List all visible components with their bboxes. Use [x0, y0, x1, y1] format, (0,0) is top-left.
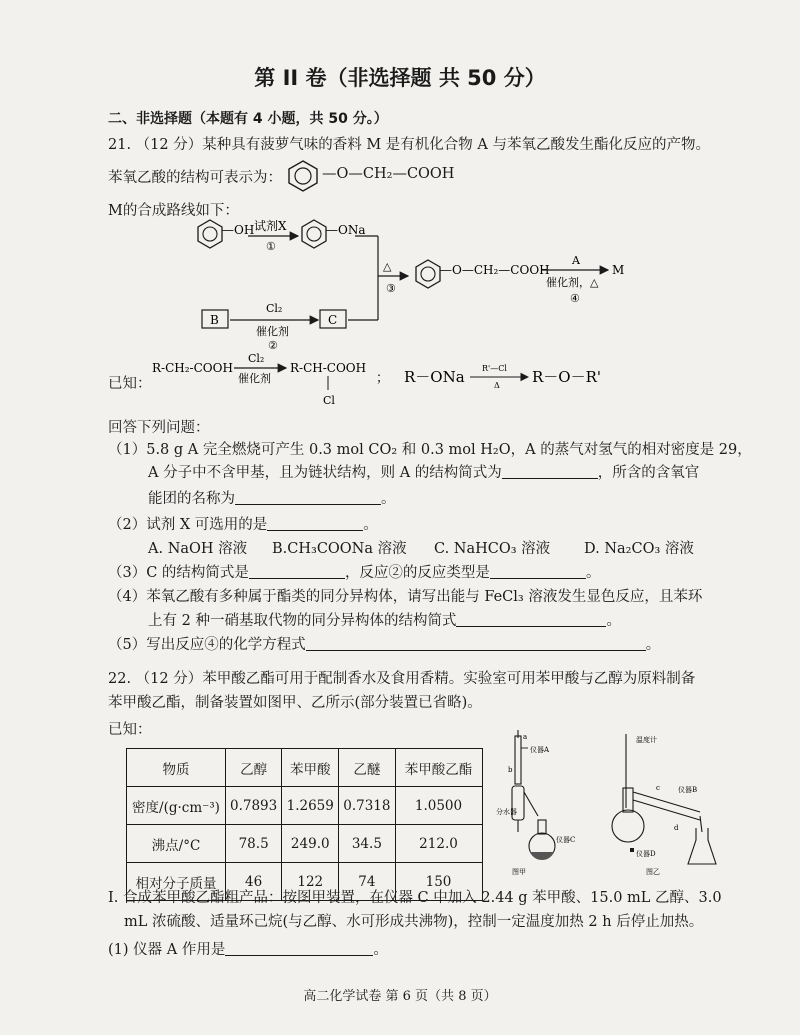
p3-text-b: ，反应②的反应类型是: [344, 565, 490, 581]
caption-jia: 图甲: [512, 868, 526, 876]
answer-blank-a-structure[interactable]: [502, 464, 598, 479]
p3-text-c: 。: [585, 565, 601, 581]
table-header-cell: 苯甲酸乙酯: [395, 749, 482, 787]
box-b-label: B: [210, 313, 219, 327]
label-c: c: [656, 784, 660, 792]
step-1: ①: [266, 240, 276, 253]
phenol-oh: —OH: [222, 223, 255, 237]
answer-blank-functional-group[interactable]: [235, 490, 381, 505]
table-cell: 相对分子质量: [127, 863, 226, 901]
phenoxide-ring-icon: [302, 220, 326, 248]
benzene-ring-icon: [283, 158, 323, 192]
table-cell: 249.0: [282, 825, 339, 863]
table-cell: 1.0500: [395, 787, 482, 825]
p1-text-b: A 分子中不含甲基，且为链状结构，则 A 的结构简式为: [148, 465, 502, 481]
reagent-x: 试剂X: [254, 219, 287, 233]
box-c-label: C: [328, 313, 338, 327]
known1-bottom: 催化剂: [238, 372, 271, 385]
sub1-line: [108, 938, 388, 959]
phenol-ring-icon: [198, 220, 222, 248]
table-header-cell: 乙醇: [226, 749, 282, 787]
step-3: ③: [386, 282, 396, 295]
table-cell: 1.2659: [282, 787, 339, 825]
p2-line: [108, 513, 378, 534]
known1-left: R-CH₂-COOH: [152, 361, 233, 375]
option-c[interactable]: C. NaHCO₃ 溶液: [434, 541, 551, 557]
final-m: M: [612, 263, 625, 277]
p2-text: （2）试剂 X 可选用的是: [108, 517, 268, 533]
p1-line-a: （1）5.8 g A 完全燃烧可产生 0.3 mol CO₂ 和 0.3 mol H₂O，A 的蒸气对氢气的相对密度是 29，: [108, 442, 752, 458]
table-cell: 122: [282, 863, 339, 901]
reagent-a: A: [572, 254, 580, 267]
known-sep: ；: [376, 371, 390, 386]
scheme-catalyst: 催化剂: [256, 325, 289, 338]
label-d: d: [674, 824, 679, 832]
product-ring-icon: [416, 260, 440, 288]
q21-intro: 21. （12 分）某种具有菠萝气味的香料 M 是有机化合物 A 与苯氧乙酸发生酯化反应的产物。: [108, 137, 710, 153]
known2-left: R－ONa: [404, 368, 465, 386]
options-row: [148, 537, 694, 558]
part1-line-b: mL 浓硫酸、适量环己烷(与乙醇、水可形成共沸物)，控制一定温度加热 2 h 后停止加热。: [124, 914, 704, 930]
table-header-cell: 乙醚: [339, 749, 395, 787]
table-cell: 150: [395, 863, 482, 901]
p1-line-c: [148, 487, 396, 508]
table-cell: 0.7893: [226, 787, 282, 825]
table-header-cell: 苯甲酸: [282, 749, 339, 787]
p3-line: [108, 561, 600, 582]
label-instrument-a: 仪器A: [530, 746, 550, 754]
phenoxide-ona: —ONa: [326, 223, 366, 237]
label-instrument-b: 仪器B: [678, 786, 698, 794]
table-cell: 34.5: [339, 825, 395, 863]
cat-heat: 催化剂，△: [546, 276, 599, 289]
synthesis-scheme: [190, 212, 650, 352]
label-instrument-c: 仪器C: [556, 836, 576, 844]
answer-label: 回答下列问题：: [108, 420, 210, 436]
page-title: 第 II 卷（非选择题 共 50 分）: [254, 66, 546, 90]
known2-bottom: Δ: [494, 381, 500, 390]
label-thermometer: 温度计: [636, 736, 657, 744]
table-cell: 74: [339, 863, 395, 901]
known1-top: Cl₂: [248, 352, 265, 365]
table-row: [127, 825, 483, 863]
answer-blank-c-structure[interactable]: [249, 564, 345, 579]
p1-text-c2: 。: [381, 491, 396, 507]
properties-table: [126, 748, 483, 901]
q22-known-label: 已知：: [108, 722, 152, 738]
answer-blank-reaction-type[interactable]: [490, 564, 586, 579]
p1-text-b2: ，所含的含氧官: [597, 465, 700, 481]
part1-line-a: I. 合成苯甲酸乙酯粗产品：按图甲装置，在仪器 C 中加入 2.44 g 苯甲酸、15.0 mL 乙醇、3.0: [108, 890, 722, 906]
apparatus-figure-jia: [496, 728, 592, 876]
label-a: a: [523, 733, 528, 741]
answer-blank-equation[interactable]: [306, 636, 646, 651]
table-cell: 212.0: [395, 825, 482, 863]
step-4: ④: [570, 292, 580, 305]
answer-blank-reagent-x[interactable]: [267, 516, 363, 531]
q22-intro-b: 苯甲酸乙酯，制备装置如图甲、乙所示(部分装置已省略)。: [108, 695, 482, 711]
p1-line-b: [148, 461, 699, 482]
p5-line: [108, 633, 660, 654]
answer-blank-instrument-a[interactable]: [225, 941, 373, 956]
known2-right: R－O－R': [532, 368, 602, 386]
label-instrument-d: 仪器D: [636, 850, 656, 858]
known-reactions: [150, 350, 610, 410]
p4-text-b: 上有 2 种一硝基取代物的同分异构体的结构简式: [148, 613, 457, 629]
known-label: 已知：: [108, 376, 152, 392]
q22-intro-a: 22. （12 分）苯甲酸乙酯可用于配制香水及食用香精。实验室可用苯甲酸与乙醇为原料制备: [108, 671, 696, 687]
option-b[interactable]: B.CH₃COONa 溶液: [272, 541, 407, 557]
table-cell: 密度/(g·cm⁻³): [127, 787, 226, 825]
heat-symbol: △: [383, 260, 392, 273]
struct-formula: —O—CH₂—COOH: [322, 166, 455, 182]
table-header-cell: 物质: [127, 749, 226, 787]
section-heading: 二、非选择题（本题有 4 小题，共 50 分。）: [108, 111, 388, 127]
label-separator: 分水器: [496, 808, 517, 816]
struct-label: 苯氧乙酸的结构可表示为：: [108, 170, 282, 186]
caption-yi: 图乙: [646, 868, 660, 876]
step-2: ②: [268, 339, 278, 352]
p5-end: 。: [645, 637, 661, 653]
known1-right: R-CH-COOH: [290, 361, 367, 375]
label-b: b: [508, 766, 513, 774]
p3-text-a: （3）C 的结构简式是: [108, 565, 249, 581]
page-footer: 高二化学试卷 第 6 页（共 8 页）: [303, 989, 497, 1004]
table-header-row: [127, 749, 483, 787]
p5-text: （5）写出反应④的化学方程式: [108, 637, 306, 653]
sub1-end: 。: [373, 942, 388, 958]
sub1-text: (1) 仪器 A 作用是: [108, 942, 226, 958]
p2-end: 。: [363, 517, 378, 533]
option-d[interactable]: D. Na₂CO₃ 溶液: [584, 541, 694, 557]
answer-blank-isomer[interactable]: [456, 612, 606, 627]
table-row: [127, 787, 483, 825]
table-cell: 78.5: [226, 825, 282, 863]
product-formula: —O—CH₂—COOH: [440, 263, 550, 277]
apparatus-figure-yi: [606, 728, 724, 876]
known2-top: R'—Cl: [482, 364, 507, 373]
p4-text-c: 。: [606, 613, 621, 629]
p4-line-b: [148, 609, 621, 630]
table-cell: 46: [226, 863, 282, 901]
p4-line-a: （4）苯氧乙酸有多种属于酯类的同分异构体，请写出能与 FeCl₃ 溶液发生显色反应，且苯环: [108, 589, 703, 605]
table-cell: 0.7318: [339, 787, 395, 825]
table-cell: 沸点/°C: [127, 825, 226, 863]
known1-cl: Cl: [323, 394, 335, 407]
route-label: M的合成路线如下：: [108, 203, 239, 219]
option-a[interactable]: A. NaOH 溶液: [148, 541, 248, 557]
p1-text-c: 能团的名称为: [148, 491, 235, 507]
scheme-cl2: Cl₂: [266, 302, 283, 315]
